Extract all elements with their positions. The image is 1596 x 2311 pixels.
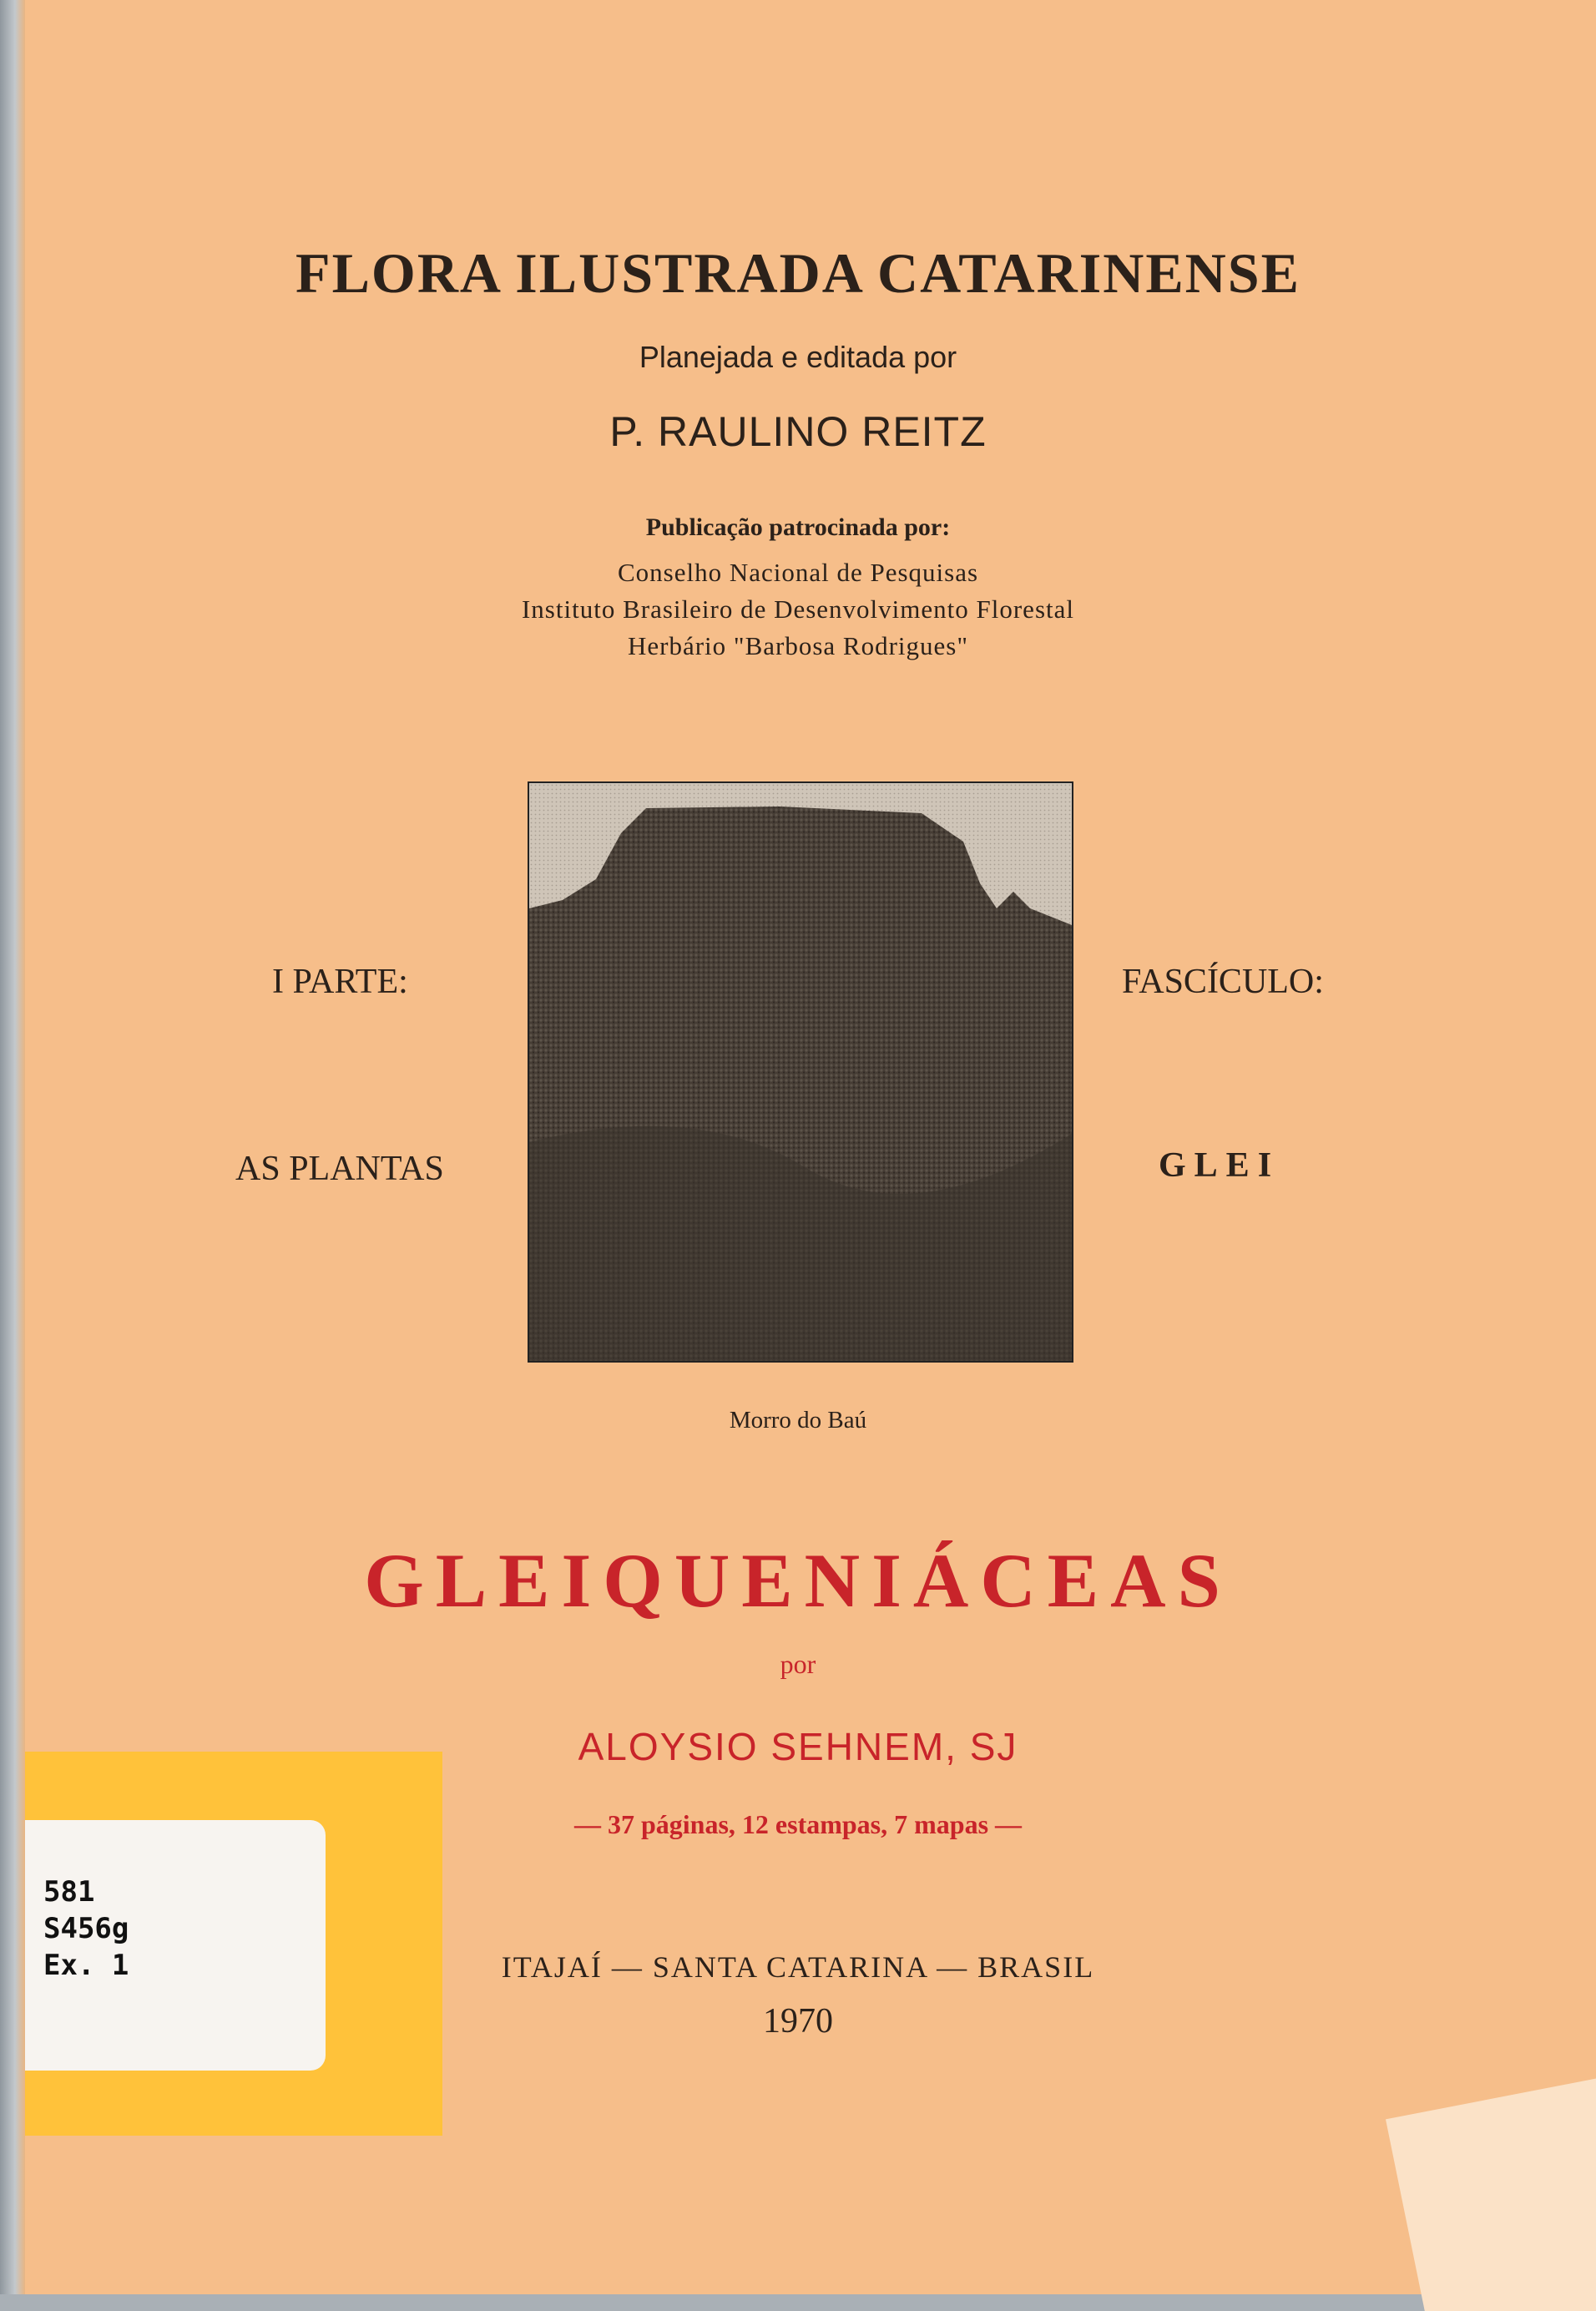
sponsor-line: Conselho Nacional de Pesquisas <box>617 558 979 587</box>
part-label: I PARTE: <box>272 963 408 1001</box>
imprint-year: 1970 <box>763 2002 833 2040</box>
fascicle-label: FASCÍCULO: <box>1122 963 1324 1001</box>
part-name: AS PLANTAS <box>235 1150 444 1188</box>
work-title: GLEIQUENIÁCEAS <box>364 1538 1232 1623</box>
series-title: FLORA ILUSTRADA CATARINENSE <box>295 241 1301 305</box>
editor-name: P. RAULINO REITZ <box>609 408 987 455</box>
mountain-illustration <box>529 783 1072 1361</box>
call-number-label <box>25 1820 326 2071</box>
sponsor-line: Herbário "Barbosa Rodrigues" <box>628 631 968 660</box>
sponsor-line: Instituto Brasileiro de Desenvolvimento Florestal <box>521 594 1074 624</box>
planned-by-line: Planejada e editada por <box>639 340 957 374</box>
call-number-line: Ex. 1 <box>43 1949 129 1982</box>
imprint-place: ITAJAÍ — SANTA CATARINA — BRASIL <box>501 1950 1095 1984</box>
sponsored-by-heading: Publicação patrocinada por: <box>645 513 951 541</box>
photo-caption: Morro do Baú <box>729 1407 867 1434</box>
by-line: por <box>780 1649 816 1679</box>
call-number-line: S456g <box>43 1912 129 1945</box>
extent-line: — 37 páginas, 12 estampas, 7 mapas — <box>573 1809 1023 1839</box>
fascicle-name: GLEI <box>1159 1146 1280 1185</box>
author-name: ALOYSIO SEHNEM, SJ <box>578 1725 1018 1768</box>
cover-photo-mountain <box>528 781 1073 1363</box>
call-number-line: 581 <box>43 1875 95 1909</box>
